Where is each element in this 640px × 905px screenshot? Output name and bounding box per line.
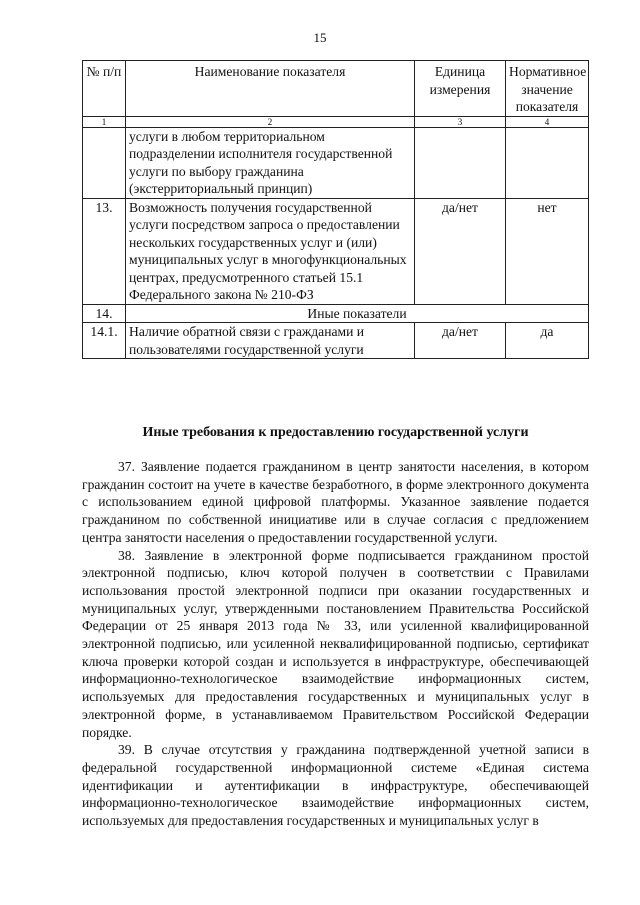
table-row xyxy=(83,127,589,198)
paragraph-39: 39. В случае отсутствия у гражданина подтвержденной учетной записи в федеральной государственной информационной системе «Единая система идентификации и аутентификации в инфраструктуре, обеспечивающей информационно-технологическое взаимодействие информационных систем, используемых для предоставления государственных и муниципальных услуг в xyxy=(82,742,589,829)
body-text xyxy=(82,458,589,830)
row-unit: да/нет xyxy=(415,198,506,304)
row-name: Наличие обратной связи с гражданами и пользователями государственной услуги xyxy=(126,323,415,359)
table-row xyxy=(83,198,589,304)
paragraph-37: 37. Заявление подается гражданином в центр занятости населения, в котором гражданин состоит на учете в качестве безработного, в форме электронного документа с использованием единой цифровой платформы. Указанное заявление подается гражданином по собственной инициативе или в случае согласия с предложением центра занятости населения о предоставлении государственной услуги. xyxy=(82,459,589,545)
column-number: 4 xyxy=(506,116,589,127)
row-num: 14.1. xyxy=(83,323,126,359)
page-number: 15 xyxy=(313,30,327,45)
column-numbers-row xyxy=(83,116,589,127)
header-value: Нормативное значение показателя xyxy=(506,61,589,117)
row-num: 14. xyxy=(83,304,126,323)
column-number: 2 xyxy=(126,116,415,127)
row-value: нет xyxy=(506,198,589,304)
header-num: № п/п xyxy=(83,61,126,117)
indicators-table xyxy=(82,60,589,359)
row-name: услуги в любом территориальном подразделении исполнителя государственной услуги по выбору гражданина (экстерриториальный принцип) xyxy=(126,127,415,198)
section-title: Иные требования к предоставлению государственной услуги xyxy=(142,425,529,440)
row-unit: да/нет xyxy=(415,323,506,359)
row-num: 13. xyxy=(83,198,126,304)
row-section-title: Иные показатели xyxy=(126,304,589,323)
column-number: 3 xyxy=(415,116,506,127)
row-name: Возможность получения государственной услуги посредством запроса о предоставлении нескольких государственных услуг и (или) муниципальных услуг в многофункциональных центрах, предусмотренного статьей 15.1 Федерального закона № 210-ФЗ xyxy=(126,198,415,304)
row-value: да xyxy=(506,323,589,359)
paragraph-38: 38. Заявление в электронной форме подписывается гражданином простой электронной подписью, ключ которой получен в соответствии с Правилами использования простой электронной подписи при оказании государственных и муниципальных услуг, утвержденными постановлением Правительства Российской Федерации от 25 января 2013 года № 33, или усиленной квалифицированной электронной подписью, или усиленной неквалифицированной подписью, сертификат ключа проверки которой создан и используется в инфраструктуре, обеспечивающей информационно-технологическое взаимодействие информационных систем, используемых для предоставления государственных и муниципальных услуг в электронной форме, в устанавливаемом Правительством Российской Федерации порядке. xyxy=(82,547,589,740)
table-row xyxy=(83,323,589,359)
header-name: Наименование показателя xyxy=(126,61,415,117)
header-unit: Единица измерения xyxy=(415,61,506,117)
table-header-row xyxy=(83,61,589,117)
column-number: 1 xyxy=(83,116,126,127)
table-row xyxy=(83,304,589,323)
